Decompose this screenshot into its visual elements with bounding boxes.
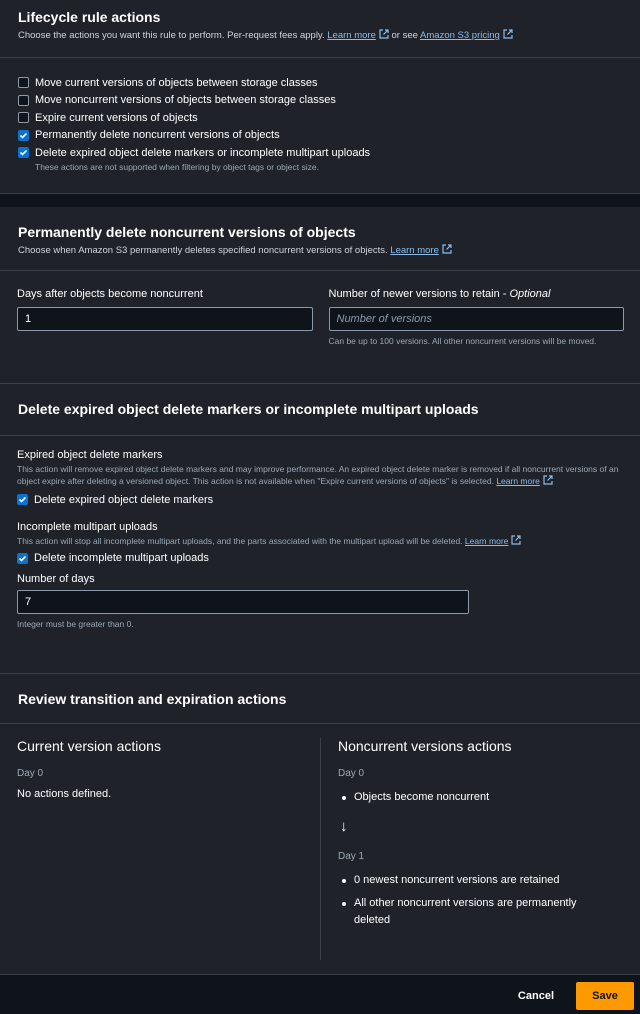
section-gap xyxy=(0,194,640,207)
day0-label: Day 0 xyxy=(338,768,365,779)
noncurrent-version-title: Noncurrent versions actions xyxy=(338,738,512,754)
lifecycle-option-label: Delete expired object delete markers or incomplete multipart uploads xyxy=(35,146,371,159)
arrow-down-icon: ↓ xyxy=(340,818,348,835)
day1-list xyxy=(338,872,621,929)
multipart-checkbox-row[interactable] xyxy=(17,550,622,568)
versions-hint: Can be up to 100 versions. All other noncurrent versions will be moved. xyxy=(328,336,597,346)
lifecycle-header xyxy=(0,0,640,58)
lifecycle-option-checkbox[interactable] xyxy=(18,95,29,106)
expired-markers-checkbox[interactable] xyxy=(17,494,28,505)
number-of-days-label: Number of days xyxy=(17,573,95,585)
list-item: All other noncurrent versions are permanently deleted xyxy=(338,895,588,929)
lifecycle-desc xyxy=(18,29,622,42)
cancel-button[interactable]: Cancel xyxy=(517,990,554,1002)
versions-label xyxy=(329,288,625,300)
lifecycle-title: Lifecycle rule actions xyxy=(18,9,161,25)
review-title: Review transition and expiration actions xyxy=(18,691,287,707)
footer xyxy=(0,975,640,1014)
number-of-days-hint: Integer must be greater than 0. xyxy=(17,619,134,629)
versions-input[interactable]: Number of versions xyxy=(329,307,625,331)
expired-markers-checkbox-label: Delete expired object delete markers xyxy=(34,493,214,506)
days-field-group xyxy=(17,288,313,347)
check-icon xyxy=(19,148,28,157)
lifecycle-option-row[interactable] xyxy=(0,74,640,92)
lifecycle-desc-text: Choose the actions you want this rule to perform. Per-request fees apply. xyxy=(18,30,325,41)
expired-markers-desc-text: This action will remove expired object delete markers and may improve performance. An expired object delete marker is removed if all noncurrent versions of an object expire after deleting a versioned object. This action is not available when "Expire current versions of objects" is selected. xyxy=(17,464,619,486)
multipart-desc xyxy=(17,535,622,547)
lifecycle-option-checkbox[interactable] xyxy=(18,147,29,158)
lifecycle-option-label: Move noncurrent versions of objects between storage classes xyxy=(35,94,336,107)
noncurrent-panel xyxy=(0,207,640,383)
markers-body xyxy=(0,436,640,630)
no-actions-text: No actions defined. xyxy=(17,788,112,800)
multipart-checkbox-label: Delete incomplete multipart uploads xyxy=(34,552,209,565)
external-link-icon xyxy=(503,29,513,39)
multipart-title: Incomplete multipart uploads xyxy=(17,520,158,533)
lifecycle-option-label: Expire current versions of objects xyxy=(35,111,198,124)
lifecycle-option-checkbox[interactable] xyxy=(18,112,29,123)
s3-pricing-link[interactable]: Amazon S3 pricing xyxy=(420,30,500,41)
days-noncurrent-input[interactable]: 1 xyxy=(17,307,313,331)
review-header xyxy=(0,674,640,724)
learn-more-link[interactable]: Learn more xyxy=(496,476,540,486)
days-noncurrent-label: Days after objects become noncurrent xyxy=(17,288,203,300)
noncurrent-desc xyxy=(18,244,622,257)
lifecycle-note: These actions are not supported when filtering by object tags or object size. xyxy=(35,161,319,172)
markers-title: Delete expired object delete markers or incomplete multipart uploads xyxy=(18,401,479,417)
or-see-text: or see xyxy=(391,30,418,41)
check-icon xyxy=(18,495,27,504)
expired-markers-checkbox-row[interactable] xyxy=(17,491,622,509)
current-version-column xyxy=(0,738,321,960)
learn-more-link[interactable]: Learn more xyxy=(390,245,439,256)
learn-more-link[interactable]: Learn more xyxy=(464,535,509,546)
lifecycle-option-checkbox[interactable] xyxy=(18,77,29,88)
noncurrent-header xyxy=(0,207,640,271)
lifecycle-rule-actions-panel xyxy=(0,0,640,194)
external-link-icon xyxy=(442,244,452,254)
day0-list xyxy=(338,789,621,806)
lifecycle-option-row[interactable] xyxy=(0,109,640,127)
versions-label-text: Number of newer versions to retain - xyxy=(328,288,510,300)
markers-panel xyxy=(0,383,640,673)
noncurrent-title: Permanently delete noncurrent versions of objects xyxy=(18,224,356,240)
external-link-icon xyxy=(379,29,389,39)
current-day-label: Day 0 xyxy=(17,768,44,779)
lifecycle-option-row[interactable] xyxy=(0,92,640,110)
check-icon xyxy=(18,554,27,563)
list-item: 0 newest noncurrent versions are retained xyxy=(338,872,621,889)
multipart-desc-text: This action will stop all incomplete multipart uploads, and the parts associated with the multipart upload will be deleted. xyxy=(17,535,463,546)
external-link-icon xyxy=(543,475,553,485)
save-button[interactable]: Save xyxy=(576,982,634,1010)
markers-header xyxy=(0,384,640,436)
lifecycle-option-row[interactable] xyxy=(0,144,640,162)
noncurrent-desc-text: Choose when Amazon S3 permanently deletes specified noncurrent versions of objects. xyxy=(18,245,388,256)
lifecycle-option-label: Move current versions of objects between storage classes xyxy=(35,76,318,89)
lifecycle-option-label: Permanently delete noncurrent versions of objects xyxy=(35,129,280,142)
number-of-days-input[interactable]: 7 xyxy=(17,590,469,614)
day1-label: Day 1 xyxy=(338,851,365,862)
lifecycle-option-checkbox[interactable] xyxy=(18,130,29,141)
list-item: Objects become noncurrent xyxy=(338,789,621,806)
optional-tag: Optional xyxy=(509,288,551,300)
external-link-icon xyxy=(511,535,521,545)
current-version-title: Current version actions xyxy=(17,738,161,754)
expired-markers-title: Expired object delete markers xyxy=(17,449,163,461)
versions-field-group xyxy=(329,288,625,347)
expired-markers-desc xyxy=(17,464,622,487)
noncurrent-version-column xyxy=(321,738,621,960)
multipart-checkbox[interactable] xyxy=(17,553,28,564)
check-icon xyxy=(19,131,28,140)
noncurrent-fields xyxy=(0,271,640,347)
review-panel xyxy=(0,673,640,975)
lifecycle-options xyxy=(0,58,640,162)
learn-more-link[interactable]: Learn more xyxy=(327,30,376,41)
lifecycle-option-row[interactable] xyxy=(0,127,640,145)
review-columns xyxy=(0,724,640,960)
